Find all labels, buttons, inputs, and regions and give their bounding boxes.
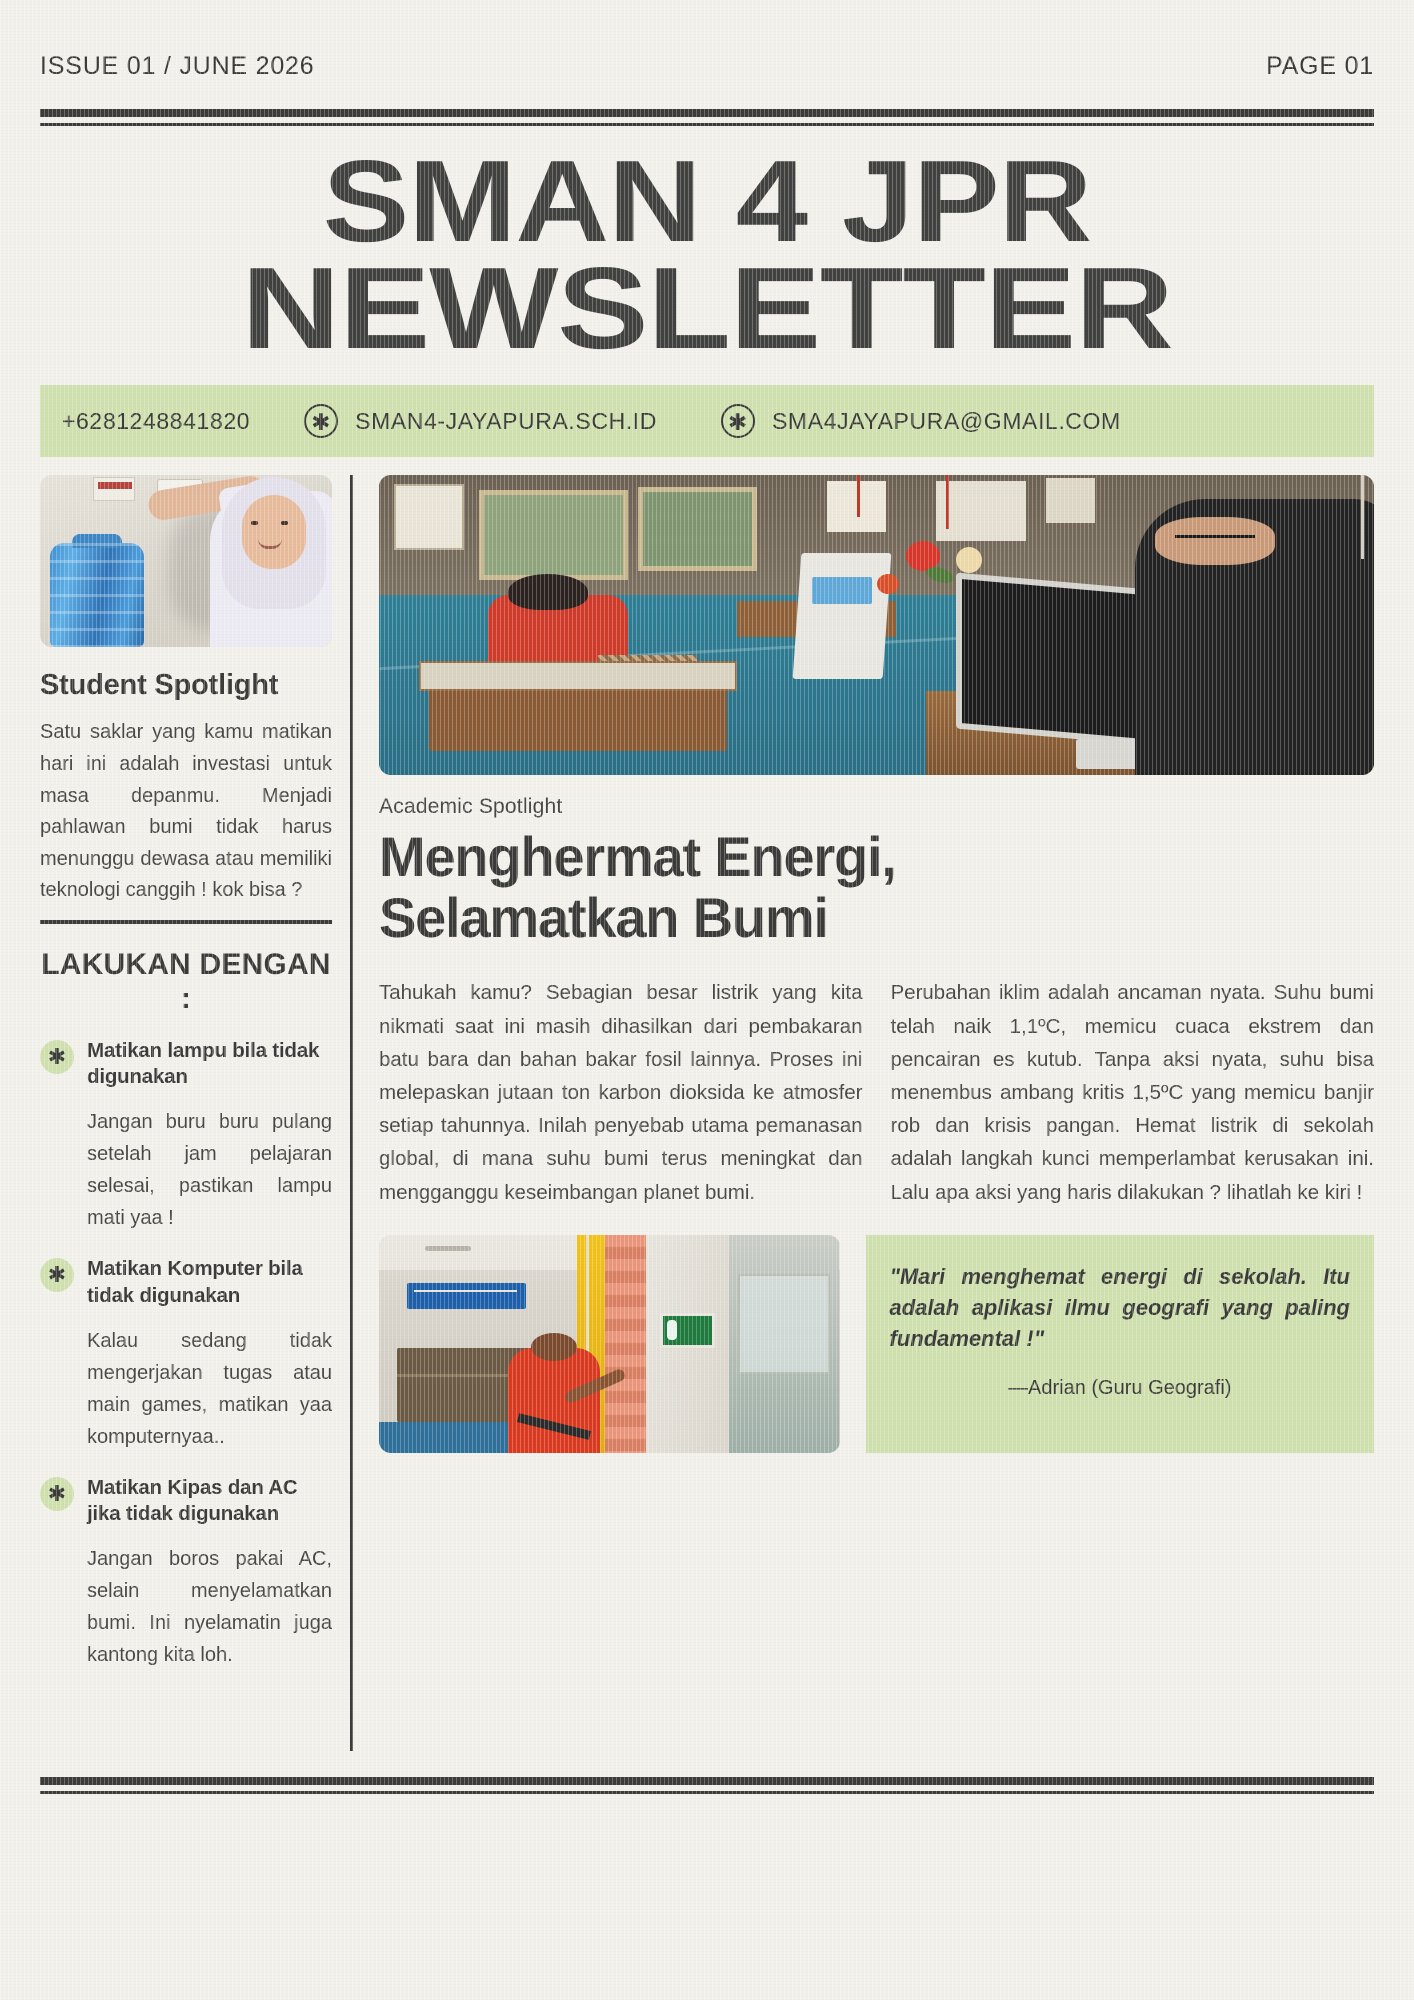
asterisk-icon-tip-3: ✱ [40, 1477, 74, 1511]
right-column [379, 475, 1374, 1751]
quote-attribution: —Adrian (Guru Geografi) [1008, 1376, 1232, 1399]
column-divider [350, 475, 353, 1751]
asterisk-icon-tip-1: ✱ [40, 1040, 74, 1074]
article-headline [379, 827, 1374, 948]
masthead [40, 136, 1374, 373]
newsletter-content [40, 475, 1374, 1751]
asterisk-circle-icon-website: ✱ [304, 404, 338, 438]
left-column [40, 475, 350, 1751]
contact-phone-text: +6281248841820 [62, 407, 251, 434]
contact-email-text: SMA4JAYAPURA@GMAIL.COM [771, 407, 1121, 434]
tip-body-2: Kalau sedang tidak mengerjakan tugas atau main games, matikan yaa komputernyaa.. [87, 1329, 332, 1448]
tip-title-1: Matikan lampu bila tidak digunakan [87, 1039, 320, 1089]
newsletter-page [40, 0, 1374, 2000]
student-spotlight-body: Satu saklar yang kamu matikan hari ini adalah investasi untuk masa depanmu. Menjadi pahlawan bumi tidak harus menunggu dewasa atau memiliki teknologi canggih ! kok bisa ? [40, 721, 332, 902]
tip-body-1: Jangan buru buru pulang setelah jam pelajaran selesai, pastikan lampu mati yaa ! [87, 1111, 332, 1230]
rule-thin-bottom [40, 1791, 1374, 1794]
student-spotlight-heading: Student Spotlight [40, 669, 279, 702]
academic-spotlight-kicker: Academic Spotlight [379, 795, 563, 819]
page-topline [40, 0, 1374, 81]
contact-website-text: SMAN4-JAYAPURA.SCH.ID [355, 407, 657, 434]
left-column-divider [40, 920, 332, 924]
contact-phone[interactable] [62, 408, 250, 435]
masthead-top-rules [40, 109, 1374, 126]
asterisk-icon-tip-2: ✱ [40, 1258, 74, 1292]
tip-item-2 [40, 1256, 332, 1308]
quote-text: "Mari menghemat energi di sekolah. Itu adalah aplikasi ilmu geografi yang paling fundamental !" [889, 1263, 1350, 1352]
rule-thin-top [40, 123, 1374, 126]
contact-website[interactable] [304, 404, 657, 438]
student-spotlight-photo [40, 475, 332, 647]
tip-body-3: Jangan boros pakai AC, selain menyelamatkan bumi. Ini nyelamatin juga kantong kita loh. [87, 1548, 332, 1667]
footer-rules [40, 1777, 1374, 1794]
page-number-label: PAGE 01 [1266, 52, 1374, 80]
tip-title-2: Matikan Komputer bila tidak digunakan [87, 1257, 303, 1307]
tips-heading: LAKUKAN DENGAN : [41, 948, 331, 1015]
article-headline-line-2: Selamatkan Bumi [379, 885, 828, 949]
bottom-row [379, 1235, 1374, 1453]
tip-item-1 [40, 1038, 332, 1090]
academic-spotlight-photo [379, 475, 1374, 775]
masthead-line-2: NEWSLETTER [241, 242, 1173, 373]
article-columns [379, 976, 1374, 1208]
article-body-column-1: Tahukah kamu? Sebagian besar listrik yang kita nikmati saat ini masih dihasilkan dari pembakaran batu bara dan bahan bakar fosil lainnya. Proses ini melepaskan jutaan ton karbon dioksida ke atmosfer setiap tahunnya. Inilah penyebab utama pemanasan global, di mana suhu bumi terus meningkat dan mengganggu keseimbangan planet bumi. [379, 981, 863, 1204]
quote-box [866, 1235, 1375, 1453]
sign-installation-photo [379, 1235, 840, 1453]
asterisk-circle-icon-email: ✱ [721, 404, 755, 438]
tip-title-3: Matikan Kipas dan AC jika tidak digunakan [87, 1475, 298, 1526]
contact-bar [40, 385, 1374, 457]
article-headline-line-1: Menghermat Energi, [379, 825, 896, 889]
article-body-column-2: Perubahan iklim adalah ancaman nyata. Suhu bumi telah naik 1,1ºC, memicu cuaca ekstrem dan pencairan es kutub. Tanpa aksi nyata, suhu bisa menembus ambang kritis 1,5ºC yang memicu banjir rob dan krisis pangan. Hemat listrik di sekolah adalah langkah kunci memperlambat kerusakan ini. Lalu apa aksi yang haris dilakukan ? lihatlah ke kiri ! [890, 981, 1374, 1204]
bottom-photo-wrap [379, 1235, 840, 1453]
contact-email[interactable] [721, 404, 1121, 438]
issue-label: ISSUE 01 / JUNE 2026 [40, 52, 315, 80]
masthead-line-1: SMAN 4 JPR [322, 136, 1092, 266]
tip-item-3 [40, 1475, 332, 1527]
rule-thick-top [40, 109, 1374, 117]
rule-thick-bottom [40, 1777, 1374, 1785]
